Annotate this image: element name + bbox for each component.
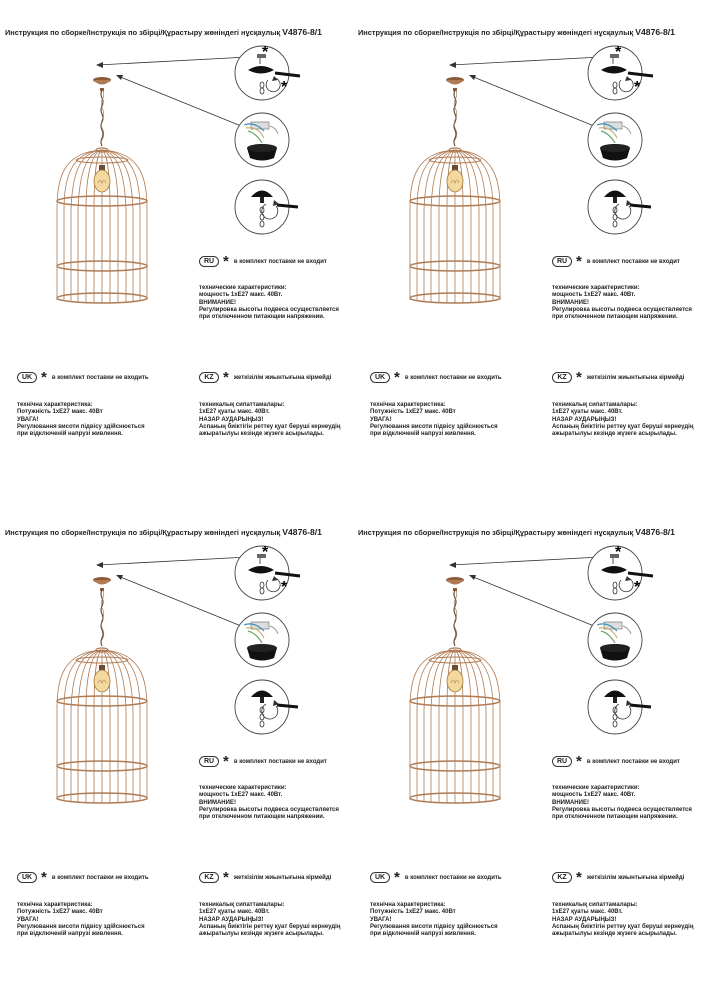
kz-badge: KZ (199, 372, 219, 383)
uk-badge: UK (370, 372, 390, 383)
ru-badge: RU (199, 256, 219, 267)
instruction-sheet-1 (0, 0, 353, 500)
page-title: Инструкция по сборке/Інструкція по збірці/Құрастыру жөніндегі нұсқаулық V4876-8/1 (358, 27, 675, 37)
kz-badge: KZ (552, 872, 572, 883)
model-number: V4876-8/1 (635, 27, 675, 37)
uk-specs: технічна характеристика: Потужність 1хЕ27 макс. 40Вт УВАГА! Регулювання висоти підвісу здійснюється при відключеній напрузі живлення. (370, 402, 498, 438)
kz-specs: техникалық сипаттамалары: 1хЕ27 қуаты макс. 40Вт. НАЗАР АУДАРЫҢЫЗ! Аспаның биіктігін реттеу қуат беруші кернеудің ажыратылуы кезінде жүзеге асырылады. (552, 402, 694, 438)
star-icon: * (394, 868, 400, 886)
star-icon: * (223, 752, 229, 770)
ru-not-included-row: RU * в комплект поставки не входит (199, 256, 327, 267)
instruction-sheet-4 (353, 500, 706, 1000)
kz-not-included-row: KZ * жеткізілім жиынтығына кірмейді (199, 872, 331, 883)
kz-not-included-row: KZ * жеткізілім жиынтығына кірмейді (552, 372, 684, 383)
page-title: Инструкция по сборке/Інструкція по збірці/Құрастыру жөніндегі нұсқаулық V4876-8/1 (5, 527, 322, 537)
uk-badge: UK (17, 872, 37, 883)
kz-not-included-row: KZ * жеткізілім жиынтығына кірмейді (199, 372, 331, 383)
uk-specs: технічна характеристика: Потужність 1хЕ27 макс. 40Вт УВАГА! Регулювання висоти підвісу здійснюється при відключеній напрузі живлення. (17, 402, 145, 438)
ru-specs: технические характеристики: мощность 1хЕ27 макс. 40Вт. ВНИМАНИЕ! Регулировка высоты подвеса осуществляется при отключенном питающем напряжении. (552, 785, 692, 821)
model-number: V4876-8/1 (282, 27, 322, 37)
ru-specs: технические характеристики: мощность 1хЕ27 макс. 40Вт. ВНИМАНИЕ! Регулировка высоты подвеса осуществляется при отключенном питающем напряжении. (199, 285, 339, 321)
ru-badge: RU (552, 256, 572, 267)
ru-not-included-row: RU * в комплект поставки не входит (552, 756, 680, 767)
star-icon: * (223, 868, 229, 886)
star-icon: * (576, 868, 582, 886)
ru-specs: технические характеристики: мощность 1хЕ27 макс. 40Вт. ВНИМАНИЕ! Регулировка высоты подвеса осуществляется при отключенном питающем напряжении. (199, 785, 339, 821)
uk-not-included-row: UK * в комплект поставки не входить (370, 872, 502, 883)
instruction-sheet-2 (353, 0, 706, 500)
model-number: V4876-8/1 (635, 527, 675, 537)
instruction-sheet-3 (0, 500, 353, 1000)
star-icon: * (576, 368, 582, 386)
kz-not-included-row: KZ * жеткізілім жиынтығына кірмейді (552, 872, 684, 883)
uk-specs: технічна характеристика: Потужність 1хЕ27 макс. 40Вт УВАГА! Регулювання висоти підвісу здійснюється при відключеній напрузі живлення. (17, 902, 145, 938)
ru-not-included-row: RU * в комплект поставки не входит (199, 756, 327, 767)
ru-not-included-row: RU * в комплект поставки не входит (552, 256, 680, 267)
kz-specs: техникалық сипаттамалары: 1хЕ27 қуаты макс. 40Вт. НАЗАР АУДАРЫҢЫЗ! Аспаның биіктігін реттеу қуат беруші кернеудің ажыратылуы кезінде жүзеге асырылады. (552, 902, 694, 938)
kz-specs: техникалық сипаттамалары: 1хЕ27 қуаты макс. 40Вт. НАЗАР АУДАРЫҢЫЗ! Аспаның биіктігін реттеу қуат беруші кернеудің ажыратылуы кезінде жүзеге асырылады. (199, 402, 341, 438)
uk-not-included-row: UK * в комплект поставки не входить (17, 872, 149, 883)
page-title: Инструкция по сборке/Інструкція по збірці/Құрастыру жөніндегі нұсқаулық V4876-8/1 (5, 27, 322, 37)
star-icon: * (41, 368, 47, 386)
uk-badge: UK (370, 872, 390, 883)
page-title: Инструкция по сборке/Інструкція по збірці/Құрастыру жөніндегі нұсқаулық V4876-8/1 (358, 527, 675, 537)
model-number: V4876-8/1 (282, 527, 322, 537)
uk-not-included-row: UK * в комплект поставки не входить (370, 372, 502, 383)
star-icon: * (394, 368, 400, 386)
uk-badge: UK (17, 372, 37, 383)
kz-specs: техникалық сипаттамалары: 1хЕ27 қуаты макс. 40Вт. НАЗАР АУДАРЫҢЫЗ! Аспаның биіктігін реттеу қуат беруші кернеудің ажыратылуы кезінде жүзеге асырылады. (199, 902, 341, 938)
ru-specs: технические характеристики: мощность 1хЕ27 макс. 40Вт. ВНИМАНИЕ! Регулировка высоты подвеса осуществляется при отключенном питающем напряжении. (552, 285, 692, 321)
uk-not-included-row: UK * в комплект поставки не входить (17, 372, 149, 383)
uk-specs: технічна характеристика: Потужність 1хЕ27 макс. 40Вт УВАГА! Регулювання висоти підвісу здійснюється при відключеній напрузі живлення. (370, 902, 498, 938)
kz-badge: KZ (199, 872, 219, 883)
star-icon: * (223, 252, 229, 270)
ru-badge: RU (199, 756, 219, 767)
star-icon: * (41, 868, 47, 886)
star-icon: * (576, 252, 582, 270)
kz-badge: KZ (552, 372, 572, 383)
star-icon: * (223, 368, 229, 386)
ru-badge: RU (552, 756, 572, 767)
star-icon: * (576, 752, 582, 770)
